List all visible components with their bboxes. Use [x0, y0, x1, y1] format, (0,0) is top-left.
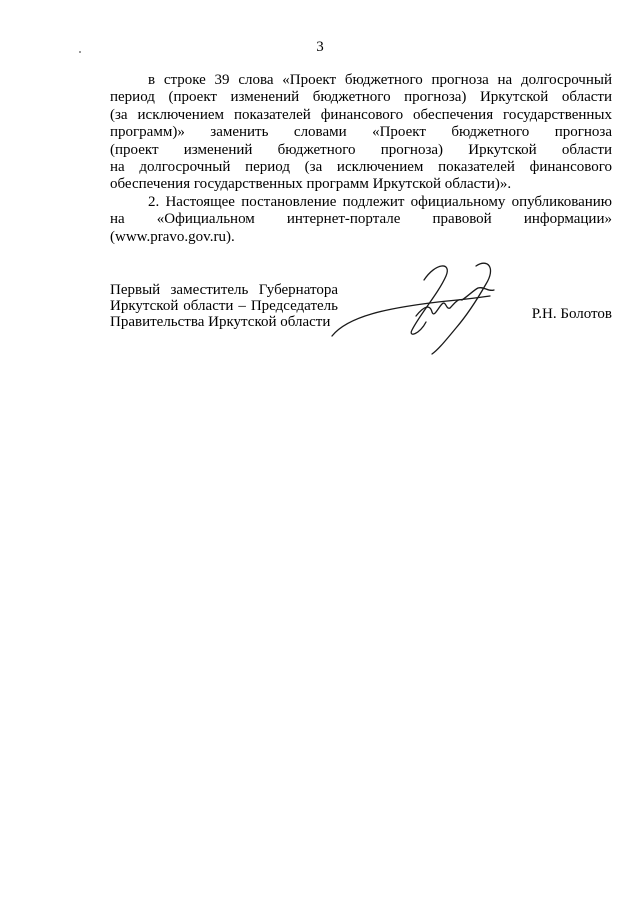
handwritten-signature: [328, 258, 508, 358]
paragraph-publication: [110, 194, 612, 246]
signer-name: Р.Н. Болотов: [531, 306, 612, 322]
paragraph-line: 2. Настоящее постановление подлежит официальному опубликованию: [148, 193, 612, 210]
paragraph-line: в строке 39 слова «Проект бюджетного прогноза на долгосрочный: [148, 72, 612, 88]
document-body: [110, 72, 612, 246]
paragraph-line: на «Официальном интернет-портале правовой информации»: [110, 211, 612, 228]
paragraph-line: (проект изменений бюджетного прогноза) Иркутской области: [110, 141, 612, 158]
paragraph-line: обеспечения государственных программ Иркутской области)».: [110, 176, 512, 193]
paragraph-amendment: [110, 72, 612, 194]
signatory-title-line: Правительства Иркутской области: [110, 314, 331, 330]
paragraph-line: программ)» заменить словами «Проект бюджетного прогноза: [110, 124, 612, 141]
signatory-title-line: Иркутской области – Председатель: [110, 298, 338, 314]
signature-stroke: [432, 263, 491, 354]
paragraph-line: период (проект изменений бюджетного прогноза) Иркутской области: [110, 89, 612, 106]
page-number: 3: [316, 39, 324, 55]
signature-stroke: [332, 296, 490, 336]
signature-stroke: [411, 266, 447, 334]
signatory-title-line: Первый заместитель Губернатора: [110, 282, 338, 298]
paragraph-line: (за исключением показателей финансового обеспечения государственных: [110, 106, 612, 123]
paragraph-line: (www.pravo.gov.ru).: [110, 228, 235, 245]
signatory-title: [110, 282, 338, 330]
paragraph-line: на долгосрочный период (за исключением показателей финансового: [110, 159, 612, 176]
